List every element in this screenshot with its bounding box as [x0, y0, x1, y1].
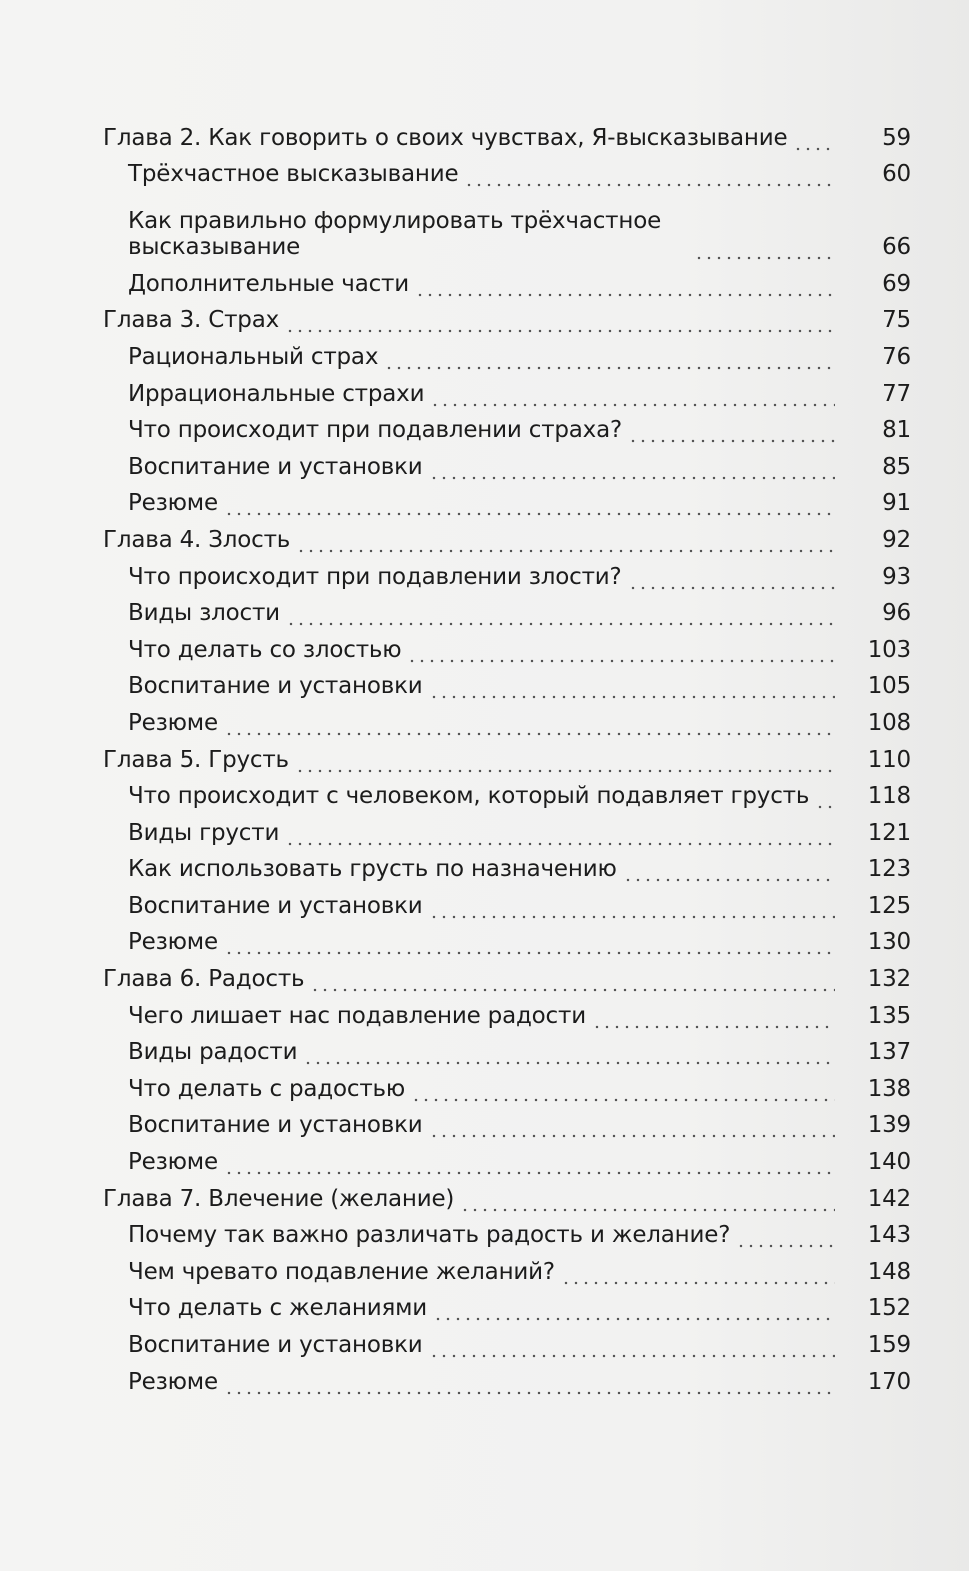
toc-chapter-row — [103, 114, 911, 151]
dot-leader — [694, 234, 835, 260]
page-number: 85 — [882, 453, 911, 480]
section-title: Что происходит при подавлении страха? — [128, 417, 622, 444]
chapter-title: Глава 6. Радость — [103, 966, 305, 993]
toc-section-row — [103, 773, 911, 810]
dot-leader — [303, 1039, 835, 1065]
dot-leader — [384, 344, 835, 370]
section-title: Как правильно формулировать трёхчастное высказывание — [128, 208, 662, 261]
dot-leader — [407, 637, 835, 663]
dot-leader — [628, 417, 835, 443]
dot-leader — [429, 893, 835, 919]
page-number: 96 — [882, 600, 911, 627]
toc-section-row — [103, 187, 911, 260]
section-title: Виды радости — [128, 1039, 298, 1066]
page-number: 110 — [867, 746, 911, 773]
toc-section-row — [103, 809, 911, 846]
toc-section-row — [103, 846, 911, 883]
toc-section-row — [103, 1102, 911, 1139]
page-number: 170 — [867, 1368, 911, 1395]
toc-section-row — [103, 260, 911, 297]
page-number: 135 — [867, 1002, 911, 1029]
dot-leader — [736, 1222, 835, 1248]
page-number: 143 — [867, 1222, 911, 1249]
page-number: 142 — [867, 1185, 911, 1212]
page-number: 159 — [867, 1332, 911, 1358]
page-number: 132 — [867, 966, 911, 993]
dot-leader — [285, 307, 835, 333]
section-title: Воспитание и установки — [128, 1332, 423, 1358]
section-title: Воспитание и установки — [128, 673, 423, 700]
section-title: Резюме — [128, 1368, 218, 1395]
section-title: Виды злости — [128, 600, 280, 627]
chapter-title: Глава 4. Злость — [103, 526, 291, 553]
section-title: Что происходит при подавлении злости? — [128, 563, 622, 590]
dot-leader — [295, 747, 835, 773]
toc-chapter-row — [103, 516, 911, 553]
page-number: 91 — [882, 490, 911, 517]
section-title: Воспитание и установки — [128, 453, 423, 480]
dot-leader — [429, 454, 835, 480]
toc-section-row — [103, 919, 911, 956]
section-title: Что происходит с человеком, который подавляет грусть — [128, 783, 810, 810]
section-title: Что делать с радостью — [128, 1075, 406, 1102]
page-number: 138 — [867, 1075, 911, 1102]
page-number: 103 — [867, 636, 911, 663]
dot-leader — [793, 125, 835, 151]
dot-leader — [224, 929, 835, 955]
dot-leader — [224, 490, 835, 516]
toc-section-row — [103, 151, 911, 188]
dot-leader — [224, 1149, 835, 1175]
page-number: 121 — [867, 819, 911, 846]
page-number: 139 — [867, 1112, 911, 1139]
toc-section-row — [103, 1212, 911, 1249]
chapter-title: Глава 2. Как говорить о своих чувствах, Я-высказывание — [103, 124, 788, 151]
dot-leader — [224, 710, 835, 736]
section-title: Резюме — [128, 709, 218, 736]
page-number: 75 — [882, 307, 911, 334]
section-title: Виды грусти — [128, 819, 280, 846]
page-number: 148 — [867, 1258, 911, 1285]
dot-leader — [815, 783, 835, 809]
dot-leader — [310, 966, 835, 992]
page-number: 77 — [882, 380, 911, 407]
dot-leader — [285, 820, 835, 846]
toc-section-row — [103, 1358, 911, 1395]
page-number: 81 — [882, 417, 911, 444]
toc-section-row — [103, 1321, 911, 1358]
section-title: Чем чревато подавление желаний? — [128, 1258, 555, 1285]
page-number: 118 — [867, 783, 911, 810]
page-number: 130 — [867, 929, 911, 956]
section-title: Почему так важно различать радость и желание? — [128, 1222, 731, 1249]
dot-leader — [429, 673, 835, 699]
page-number: 76 — [882, 343, 911, 370]
page-number: 60 — [882, 161, 911, 188]
toc-section-row — [103, 1065, 911, 1102]
dot-leader — [628, 564, 835, 590]
toc-section-row — [103, 407, 911, 444]
section-title: Трёхчастное высказывание — [128, 161, 459, 188]
toc-section-row — [103, 626, 911, 663]
toc-chapter-row — [103, 297, 911, 334]
toc-chapter-row — [103, 955, 911, 992]
page-number: 105 — [867, 673, 911, 700]
page-number: 123 — [867, 856, 911, 883]
toc-section-row — [103, 663, 911, 700]
section-title: Что делать с желаниями — [128, 1295, 428, 1322]
toc-section-row — [103, 1248, 911, 1285]
section-title: Дополнительные части — [128, 270, 409, 297]
page-number: 69 — [882, 270, 911, 297]
toc-section-row — [103, 882, 911, 919]
page-number: 140 — [867, 1149, 911, 1176]
toc-section-row — [103, 590, 911, 627]
section-title: Резюме — [128, 929, 218, 956]
toc-section-row — [103, 1029, 911, 1066]
chapter-title: Глава 3. Страх — [103, 307, 280, 334]
page-number: 92 — [882, 526, 911, 553]
dot-leader — [592, 1003, 835, 1029]
dot-leader — [411, 1076, 835, 1102]
section-title: Чего лишает нас подавление радости — [128, 1002, 586, 1029]
dot-leader — [464, 161, 835, 187]
section-title: Резюме — [128, 1149, 218, 1176]
page-number: 152 — [867, 1295, 911, 1322]
page-number: 125 — [867, 892, 911, 919]
section-title: Что делать со злостью — [128, 636, 402, 663]
dot-leader — [286, 600, 835, 626]
dot-leader — [561, 1259, 835, 1285]
page-number: 93 — [882, 563, 911, 590]
dot-leader — [433, 1295, 835, 1321]
toc-section-row — [103, 1285, 911, 1322]
toc-section-row — [103, 480, 911, 517]
dot-leader — [623, 856, 835, 882]
toc-section-row — [103, 333, 911, 370]
page-number: 59 — [882, 124, 911, 151]
dot-leader — [430, 381, 835, 407]
toc-section-row — [103, 553, 911, 590]
section-title: Как использовать грусть по назначению — [128, 856, 617, 883]
section-title: Воспитание и установки — [128, 1112, 423, 1139]
toc-section-row — [103, 370, 911, 407]
dot-leader — [415, 271, 835, 297]
table-of-contents — [103, 114, 911, 1395]
section-title: Резюме — [128, 490, 218, 517]
toc-section-row — [103, 992, 911, 1029]
section-title: Иррациональные страхи — [128, 380, 425, 407]
chapter-title: Глава 7. Влечение (желание) — [103, 1185, 455, 1212]
toc-chapter-row — [103, 1175, 911, 1212]
dot-leader — [224, 1369, 835, 1395]
section-title: Рациональный страх — [128, 343, 379, 370]
dot-leader — [296, 527, 835, 553]
toc-chapter-row — [103, 736, 911, 773]
page-number: 66 — [882, 234, 911, 261]
toc-section-row — [103, 443, 911, 480]
chapter-title: Глава 5. Грусть — [103, 746, 289, 773]
toc-section-row — [103, 699, 911, 736]
section-title: Воспитание и установки — [128, 892, 423, 919]
toc-section-row — [103, 1138, 911, 1175]
dot-leader — [429, 1332, 835, 1358]
page-number: 108 — [867, 709, 911, 736]
dot-leader — [429, 1112, 835, 1138]
dot-leader — [460, 1186, 835, 1212]
page-number: 137 — [867, 1039, 911, 1066]
